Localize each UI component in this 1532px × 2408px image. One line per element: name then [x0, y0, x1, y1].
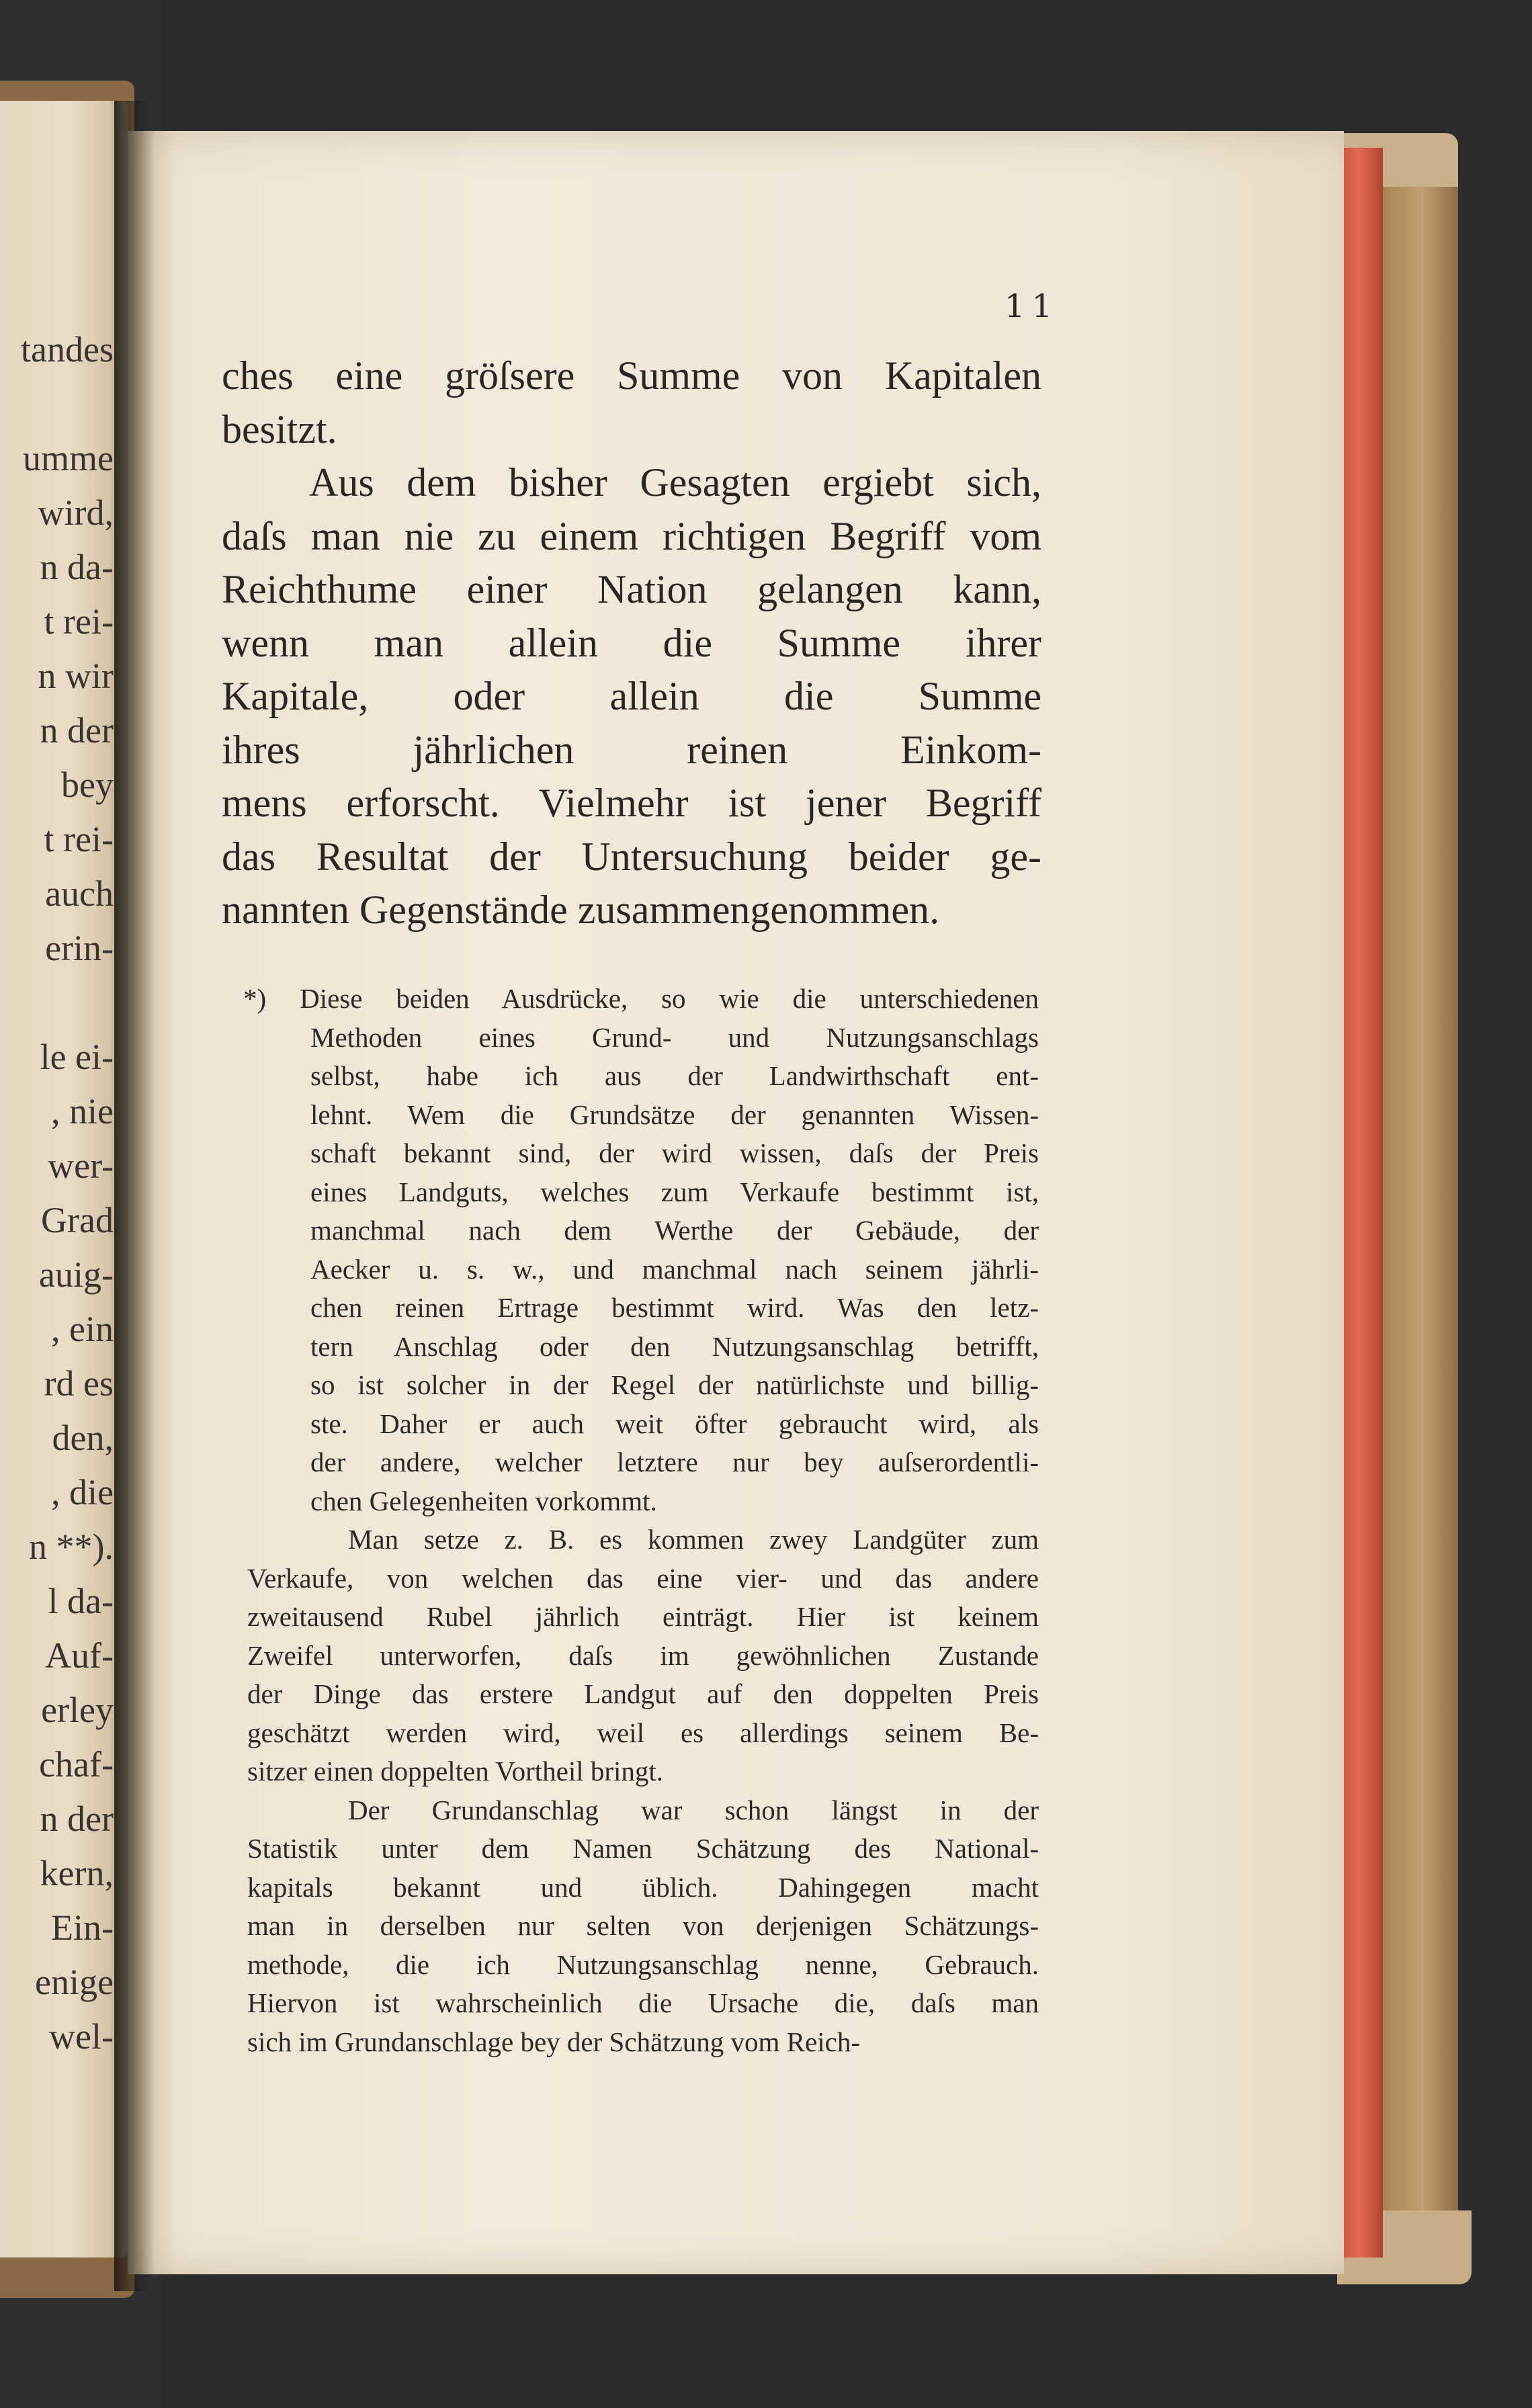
text-line: Aus dem bisher Gesagten ergiebt sich,	[309, 460, 1041, 505]
text-line: der Dinge das erstere Landgut auf den doppelten Preis	[247, 1678, 1039, 1709]
text-line: schaft bekannt sind, der wird wissen, daſs der Preis	[310, 1137, 1039, 1168]
text-line: *) Diese beiden Ausdrücke, so wie die unterschiedenen	[243, 983, 1039, 1014]
text-line: ste. Daher er auch weit öfter gebraucht wird, als	[310, 1408, 1039, 1439]
left-page-line: t rei-	[44, 819, 114, 859]
left-facing-page	[0, 101, 128, 2258]
text-line: Kapitale, oder allein die Summe	[222, 674, 1041, 718]
text-line: daſs man nie zu einem richtigen Begriff vom	[222, 513, 1041, 558]
left-page-line: chaf-	[39, 1744, 114, 1784]
text-line: Verkaufe, von welchen das eine vier- und das andere	[247, 1562, 1039, 1594]
red-page-edge	[1340, 148, 1383, 2258]
left-page-line: wel-	[49, 2016, 114, 2057]
text-line: das Resultat der Untersuchung beider ge-	[222, 834, 1041, 879]
left-page-line: n der	[40, 710, 114, 750]
left-page-line: erley	[41, 1690, 114, 1730]
left-page-line: erin-	[45, 928, 114, 968]
left-page-line: auig-	[39, 1254, 114, 1295]
text-line: kapitals bekannt und üblich. Dahingegen macht	[247, 1871, 1039, 1903]
text-line: mens erforscht. Vielmehr ist jener Begriff	[222, 781, 1041, 825]
text-line: nannten Gegenstände zusammengenommen.	[222, 888, 939, 932]
text-line: Man setze z. B. es kommen zwey Landgüter zum	[348, 1524, 1039, 1555]
footnote-block	[243, 980, 1039, 2061]
left-page-line: wer-	[48, 1146, 114, 1186]
left-page-line: l da-	[48, 1581, 114, 1621]
left-page-line: auch	[45, 873, 114, 914]
text-line: Hiervon ist wahrscheinlich die Ursache die, daſs man	[247, 1987, 1039, 2018]
left-page-line: rd es	[44, 1363, 114, 1404]
left-page-line: tandes	[21, 329, 114, 370]
left-page-line: Auf-	[45, 1635, 114, 1676]
left-page-line: den,	[52, 1418, 114, 1458]
text-line: besitzt.	[222, 406, 337, 452]
text-line: tern Anschlag oder den Nutzungsanschlag betrifft,	[310, 1330, 1039, 1362]
gutter-shadow	[114, 101, 155, 2291]
left-page-line: Ein-	[51, 1907, 114, 1948]
left-page-line: n da-	[40, 547, 114, 587]
left-page-line: , nie	[51, 1091, 114, 1131]
left-page-line: n der	[40, 1799, 114, 1839]
left-page-line: umme	[23, 438, 114, 478]
text-line: sitzer einen doppelten Vortheil bringt.	[247, 1756, 664, 1787]
text-line: Methoden eines Grund- und Nutzungsanschlags	[310, 1021, 1039, 1053]
text-line: Statistik unter dem Namen Schätzung des National-	[247, 1833, 1039, 1864]
left-page-text	[0, 322, 114, 2064]
text-line: Reichthume einer Nation gelangen kann,	[222, 567, 1041, 611]
text-line: Der Grundanschlag war schon längst in der	[348, 1794, 1039, 1825]
left-page-line: n wir	[38, 656, 114, 696]
text-line: methode, die ich Nutzungsanschlag nenne, Gebrauch.	[247, 1948, 1039, 1980]
left-page-line: le ei-	[40, 1037, 114, 1077]
page-number: 11	[1005, 288, 1060, 325]
text-line: lehnt. Wem die Grundsätze der genannten Wissen-	[310, 1099, 1039, 1130]
text-line: Zweifel unterworfen, daſs im gewöhnlichen Zustande	[247, 1639, 1039, 1671]
left-page-line: kern,	[40, 1853, 114, 1893]
text-line: chen Gelegenheiten vorkommt.	[310, 1485, 657, 1516]
left-page-line: enige	[35, 1962, 114, 2002]
text-line: selbst, habe ich aus der Landwirthschaft ent-	[310, 1060, 1039, 1091]
text-line: eines Landguts, welches zum Verkaufe bestimmt ist,	[310, 1176, 1039, 1207]
text-line: man in derselben nur selten von derjenigen Schätzungs-	[247, 1910, 1039, 1941]
text-line: ihres jährlichen reinen Einkom-	[222, 727, 1041, 772]
left-page-line: t rei-	[44, 601, 114, 642]
text-line: zweitausend Rubel jährlich einträgt. Hier ist keinem	[247, 1601, 1039, 1632]
text-line: wenn man allein die Summe ihrer	[222, 620, 1041, 665]
text-line: sich im Grundanschlage bey der Schätzung vom Reich-	[247, 2026, 860, 2057]
left-page-line: , ein	[51, 1309, 114, 1349]
left-page-line	[0, 976, 114, 1030]
left-page-line: , die	[51, 1472, 114, 1512]
left-page-line: bey	[61, 765, 114, 805]
text-line: der andere, welcher letztere nur bey auſserordentli-	[310, 1447, 1039, 1477]
left-page-line: n **).	[29, 1526, 114, 1567]
text-line: ches eine gröſsere Summe von Kapitalen	[222, 353, 1041, 398]
text-line: Aecker u. s. w., und manchmal nach seinem jährli-	[310, 1253, 1039, 1285]
left-page-line	[0, 377, 114, 431]
main-text-block	[222, 349, 1041, 937]
text-line: manchmal nach dem Werthe der Gebäude, der	[310, 1215, 1039, 1246]
left-page-line: Grad	[41, 1200, 114, 1240]
text-line: chen reinen Ertrage bestimmt wird. Was den letz-	[310, 1292, 1039, 1323]
text-line: geschätzt werden wird, weil es allerdings seinem Be-	[247, 1717, 1039, 1748]
text-line: so ist solcher in der Regel der natürlichste und billig-	[310, 1369, 1039, 1400]
left-page-line: wird,	[38, 492, 114, 533]
